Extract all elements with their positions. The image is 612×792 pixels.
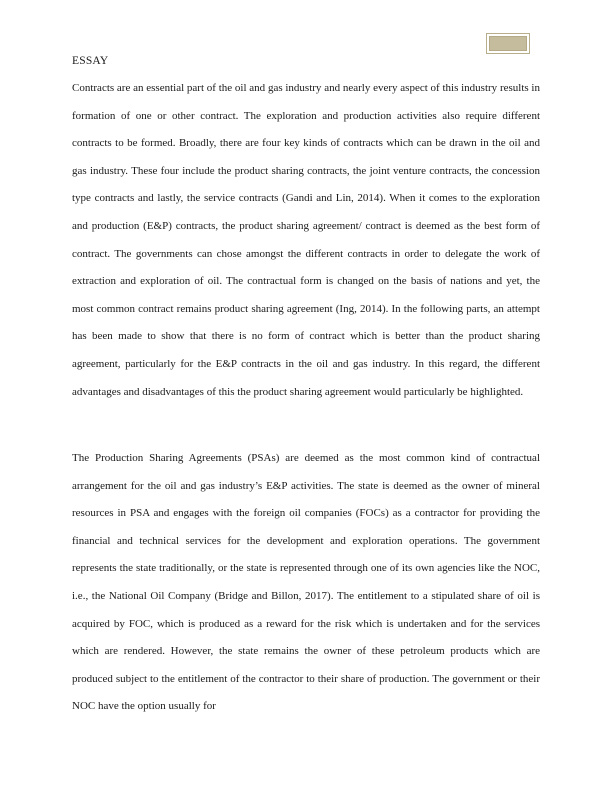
header-logo-box <box>486 33 530 54</box>
paragraph-intro: Contracts are an essential part of the oil and gas industry and nearly every aspect of this industry results in formation of one or other contract. The exploration and production activities also require different contracts to be formed. Broadly, there are four key kinds of contracts which can be drawn in the oil and gas industry. These four include the product sharing contracts, the joint venture contracts, the concession type contracts and lastly, the service contracts (Gandi and Lin, 2014). When it comes to the exploration and production (E&P) contracts, the product sharing agreement/ contract is deemed as the best form of contract. The governments can chose amongst the different contracts in order to delegate the work of extraction and exploration of oil. The contractual form is changed on the basis of nations and yet, the most common contract remains product sharing agreement (Ing, 2014). In the following parts, an attempt has been made to show that there is no form of contract which is better than the product sharing agreement, particularly for the E&P contracts in the oil and gas industry. In this regard, the different advantages and disadvantages of this the product sharing agreement would particularly be highlighted. <box>72 82 540 398</box>
essay-heading: ESSAY <box>72 55 109 67</box>
paragraph-psa: The Production Sharing Agreements (PSAs) are deemed as the most common kind of contractual arrangement for the oil and gas industry’s E&P activities. The state is deemed as the owner of mineral resources in PSA and engages with the foreign oil companies (FOCs) as a contractor for providing the financial and technical services for the development and exploration operations. The government represents the state traditionally, or the state is represented through one of its own agencies like the NOC, i.e., the National Oil Company (Bridge and Billon, 2017). The entitlement to a stipulated share of oil is acquired by FOC, which is produced as a reward for the risk which is undertaken and for the services which are rendered. However, the state remains the owner of these petroleum products which are produced subject to the entitlement of the contractor to their share of production. The government or their NOC have the option usually for <box>72 452 540 713</box>
